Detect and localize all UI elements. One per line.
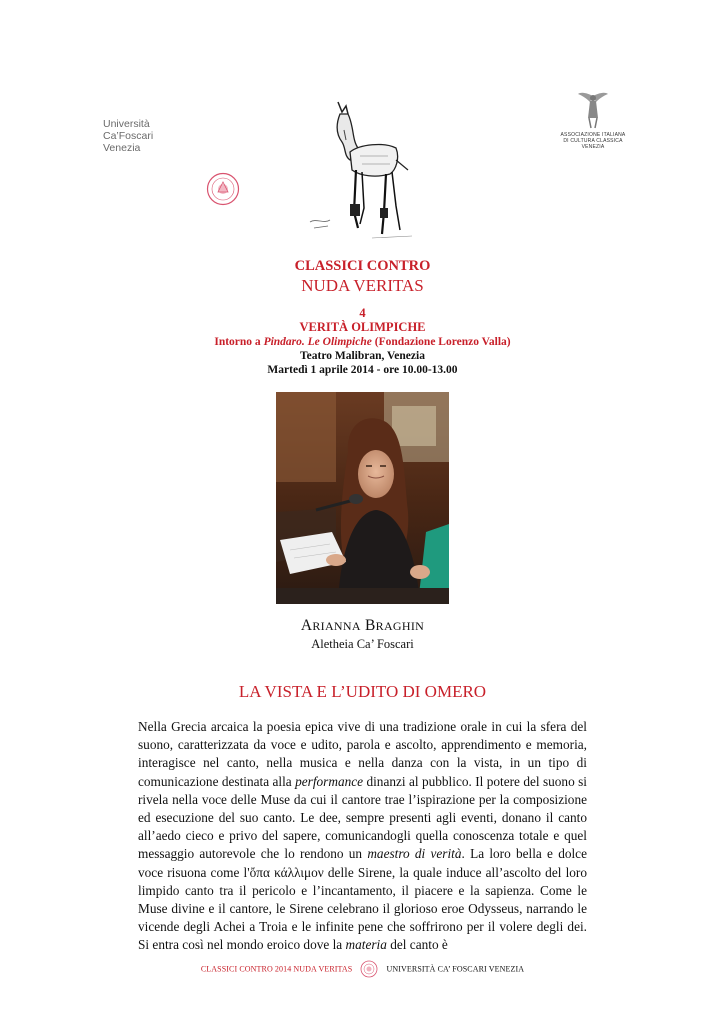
abstract-text-4: del canto è — [386, 937, 448, 953]
event-venue: Teatro Malibran, Venezia — [300, 350, 425, 362]
series-subtitle: NUDA VERITAS — [301, 276, 424, 295]
series-title: CLASSICI CONTRO — [294, 258, 431, 274]
event-subline-prefix: Intorno a — [214, 336, 264, 348]
event-subline-suffix: (Fondazione Lorenzo Valla) — [371, 336, 511, 348]
event-title: VERITÀ OLIMPICHE — [299, 320, 426, 334]
abstract-italic-3: materia — [345, 937, 387, 953]
association-name — [548, 132, 638, 150]
university-name-line1: Università — [103, 118, 150, 130]
speaker-last-rest: RAGHIN — [375, 619, 425, 633]
university-seal-icon — [360, 960, 378, 978]
abstract-text-1: Nella Grecia arcaica la poesia epica vive di una tradizione orale in cui la sfera del suono, caratterizzata da voce e udito, parola e ascolto, apprendimento e memoria, interagisce nel canto, nella musica e nella danza con la vista, in un tipo di comunicazione destinata alla — [138, 719, 587, 789]
university-wordmark — [103, 118, 153, 154]
speaker-first-initial: A — [300, 617, 313, 634]
abstract-text-3: . La loro bella e dolce voce risuona come l'ὄπα κάλλιμον delle Sirene, la quale induce all’ascolto del loro limpido canto tra il pericolo e l’incantamento, il piacere e la sapienza. Come le Muse divine e il cantore, le Sirene celebrano il glorioso eroe Odysseus, narrando le vicende degli Achei a Troia e le infinite pene che soffrirono per il volere degli dei. Si entra così nel mondo eroico dove la — [138, 846, 587, 953]
university-seal-icon — [206, 172, 240, 206]
event-datetime: Martedì 1 aprile 2014 - ore 10.00-13.00 — [267, 364, 458, 376]
event-number: 4 — [359, 306, 366, 320]
association-line1: ASSOCIAZIONE ITALIANA — [560, 132, 626, 138]
abstract-italic-1: performance — [295, 773, 364, 789]
association-logo — [548, 88, 638, 150]
association-line2: DI CULTURA CLASSICA — [563, 138, 623, 144]
page-footer — [0, 960, 725, 978]
abstract-italic-2: maestro di verità — [367, 846, 462, 862]
lecture-abstract — [138, 718, 587, 955]
footer-right-text: UNIVERSITÀ CA’ FOSCARI VENEZIA — [386, 964, 525, 974]
event-subline-book: Pindaro. Le Olimpiche — [263, 336, 372, 348]
footer-left-text: CLASSICI CONTRO 2014 NUDA VERITAS — [200, 964, 353, 974]
winged-figure-icon — [574, 88, 612, 130]
horse-sketch-illustration — [300, 100, 420, 245]
lecture-title: LA VISTA E L’UDITO DI OMERO — [238, 682, 487, 701]
university-name-line3: Venezia — [103, 142, 141, 154]
association-line3: VENEZIA — [581, 144, 605, 150]
university-name-line2: Ca’Foscari — [103, 130, 154, 142]
speaker-affiliation: Aletheia Ca’ Foscari — [311, 637, 414, 651]
abstract-text-2: dinanzi al pubblico. Il potere del suono si rivela nella voce delle Muse da cui il cantore trae l’ispirazione per la composizione ed esecuzione del suo canto. Le dee, sempre presenti agli eventi, donano il canto all’aedo cieco e privo del sapere, comunicandogli quella conoscenza totale e quel messaggio autorevole che lo rendono un — [138, 773, 587, 862]
speaker-first-rest: RIANNA — [312, 619, 361, 633]
speaker-last-initial: B — [365, 617, 376, 634]
speaker-photo — [276, 392, 449, 604]
event-subline — [0, 336, 725, 348]
speaker-name — [0, 617, 725, 635]
